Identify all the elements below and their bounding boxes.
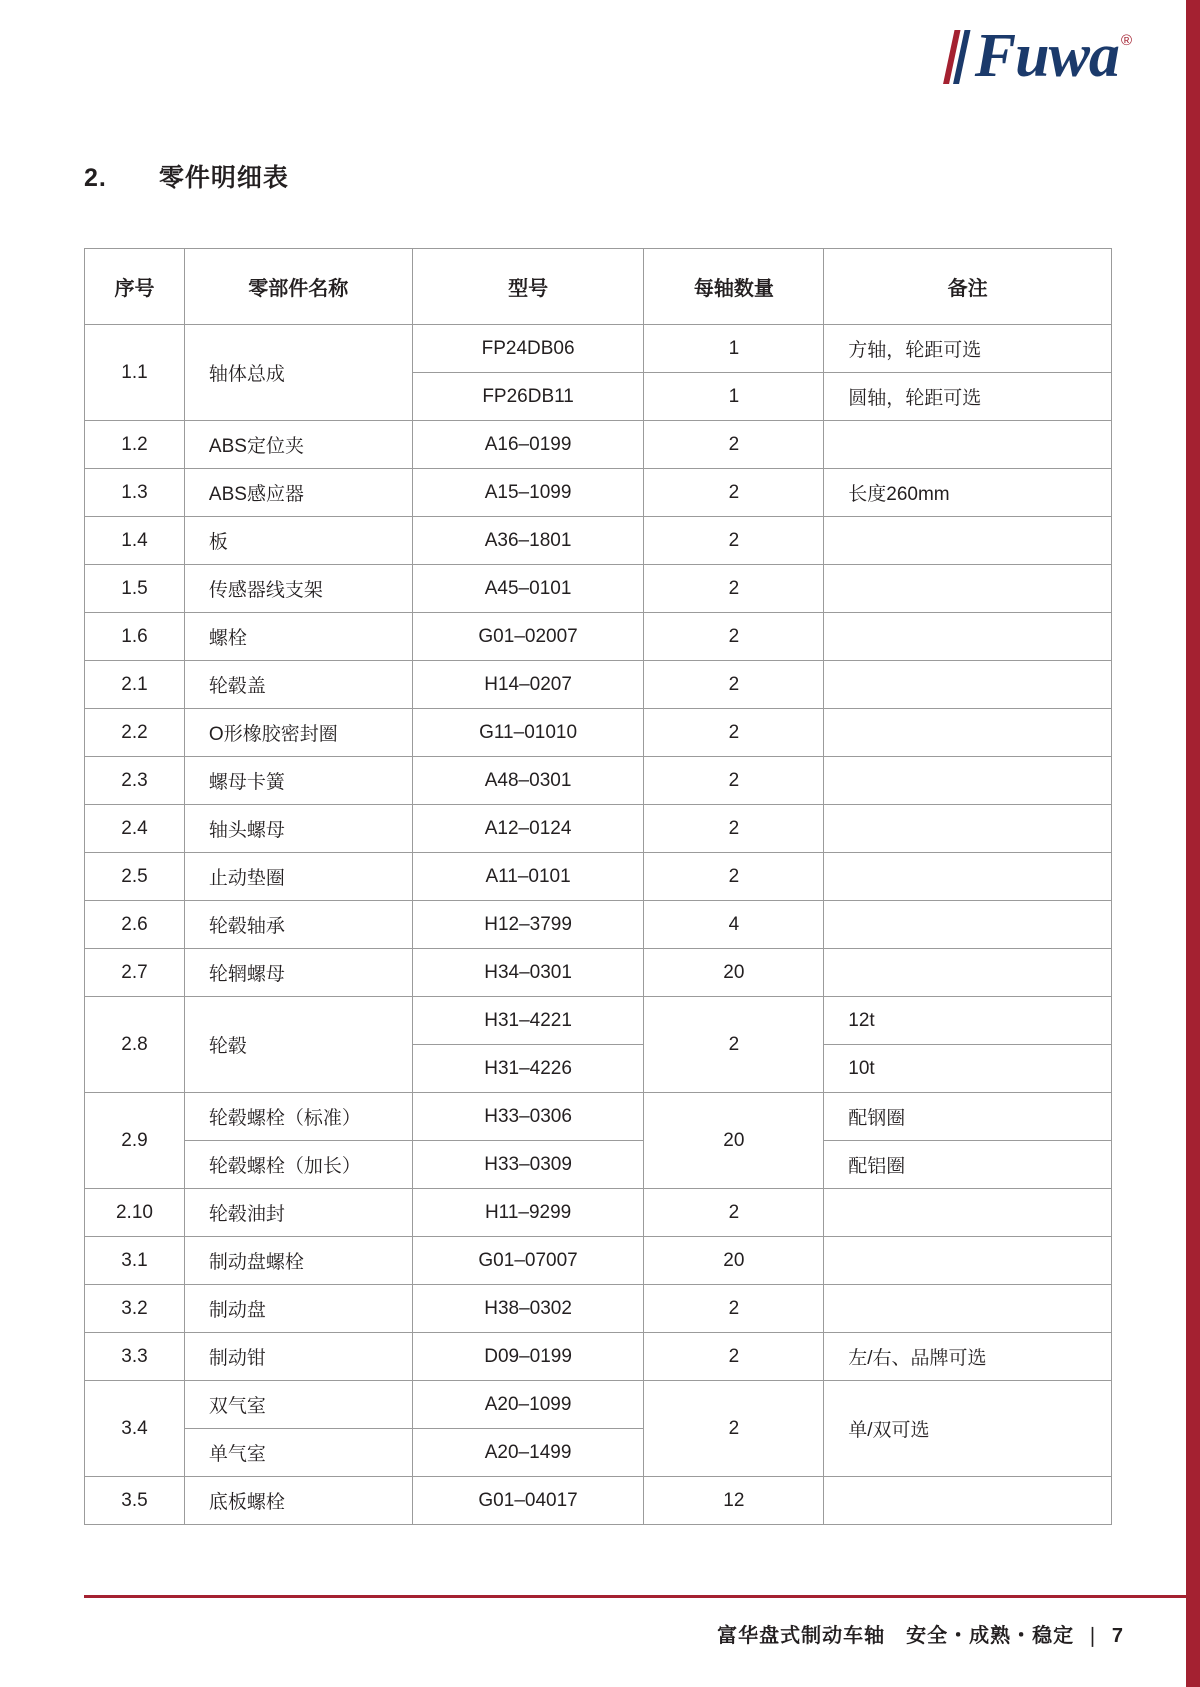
cell-qty: 2 [644,421,824,469]
cell-remark [824,805,1112,853]
cell-qty: 2 [644,853,824,901]
table-row [85,1285,1112,1333]
cell-remark [824,421,1112,469]
cell-qty: 2 [644,517,824,565]
cell-remark [824,709,1112,757]
cell-model: H31–4221 [412,997,644,1045]
column-header-part-name: 零部件名称 [184,249,412,325]
cell-index: 2.6 [85,901,185,949]
table-row [85,949,1112,997]
cell-qty: 2 [644,757,824,805]
cell-index: 2.2 [85,709,185,757]
cell-model: H38–0302 [412,1285,644,1333]
cell-model: G01–07007 [412,1237,644,1285]
cell-model: D09–0199 [412,1333,644,1381]
cell-part-name: 轮毂轴承 [184,901,412,949]
cell-model: A36–1801 [412,517,644,565]
footer-slogan: 富华盘式制动车轴 安全・成熟・稳定 [717,1625,1075,1647]
cell-index: 2.9 [85,1093,185,1189]
cell-part-name: ABS定位夹 [184,421,412,469]
cell-part-name: 轮毂螺栓（标准） [184,1093,412,1141]
footer-content [717,1619,1124,1648]
cell-qty: 2 [644,1333,824,1381]
cell-remark: 10t [824,1045,1112,1093]
cell-model: G01–04017 [412,1477,644,1525]
cell-qty: 2 [644,565,824,613]
page-number: 7 [1111,1625,1124,1647]
footer-separator: ❘ [1084,1625,1102,1647]
section-number: 2. [84,164,107,192]
parts-list-table-wrapper [84,248,1112,1525]
cell-model: H34–0301 [412,949,644,997]
cell-qty: 2 [644,805,824,853]
cell-qty: 2 [644,1189,824,1237]
cell-index: 1.4 [85,517,185,565]
column-header-qty: 每轴数量 [644,249,824,325]
cell-model: A12–0124 [412,805,644,853]
cell-index: 3.3 [85,1333,185,1381]
cell-part-name: 轮辋螺母 [184,949,412,997]
cell-model: H31–4226 [412,1045,644,1093]
cell-remark [824,517,1112,565]
cell-model: H14–0207 [412,661,644,709]
registered-trademark-icon: ® [1120,32,1132,49]
page-right-accent-bar [1186,0,1200,1687]
cell-remark [824,1477,1112,1525]
cell-part-name: 制动盘螺栓 [184,1237,412,1285]
fuwa-logo [949,22,1132,90]
cell-qty: 2 [644,997,824,1093]
cell-index: 2.3 [85,757,185,805]
table-row [85,613,1112,661]
cell-model: A16–0199 [412,421,644,469]
table-header-row [85,249,1112,325]
table-row [85,469,1112,517]
table-row [85,997,1112,1045]
cell-part-name: ABS感应器 [184,469,412,517]
cell-qty: 4 [644,901,824,949]
cell-qty: 20 [644,1237,824,1285]
cell-model: FP26DB11 [412,373,644,421]
cell-qty: 2 [644,469,824,517]
cell-remark: 单/双可选 [824,1381,1112,1477]
page-footer [84,1567,1186,1687]
cell-model: FP24DB06 [412,325,644,373]
table-row [85,853,1112,901]
column-header-remark: 备注 [824,249,1112,325]
cell-part-name: O形橡胶密封圈 [184,709,412,757]
cell-model: H11–9299 [412,1189,644,1237]
cell-part-name: 止动垫圈 [184,853,412,901]
cell-part-name: 轮毂盖 [184,661,412,709]
cell-remark [824,1285,1112,1333]
cell-model: H33–0309 [412,1141,644,1189]
cell-remark [824,1237,1112,1285]
cell-index: 1.6 [85,613,185,661]
cell-index: 2.4 [85,805,185,853]
cell-part-name: 传感器线支架 [184,565,412,613]
cell-remark: 配钢圈 [824,1093,1112,1141]
table-row [85,517,1112,565]
cell-model: G01–02007 [412,613,644,661]
section-title: 零件明细表 [158,164,289,192]
cell-remark [824,853,1112,901]
table-row [85,709,1112,757]
cell-index: 3.2 [85,1285,185,1333]
cell-part-name: 螺母卡簧 [184,757,412,805]
cell-qty: 1 [644,373,824,421]
cell-part-name: 制动钳 [184,1333,412,1381]
cell-index: 2.5 [85,853,185,901]
cell-part-name: 轮毂 [184,997,412,1093]
cell-remark [824,565,1112,613]
cell-qty: 20 [644,1093,824,1189]
cell-index: 1.1 [85,325,185,421]
cell-remark [824,613,1112,661]
cell-model: A20–1099 [412,1381,644,1429]
cell-model: A15–1099 [412,469,644,517]
cell-model: A45–0101 [412,565,644,613]
cell-model: G11–01010 [412,709,644,757]
parts-list-table [84,248,1112,1525]
cell-part-name: 单气室 [184,1429,412,1477]
page-title [84,158,289,194]
cell-remark: 左/右、品牌可选 [824,1333,1112,1381]
cell-qty: 2 [644,709,824,757]
cell-part-name: 轮毂螺栓（加长） [184,1141,412,1189]
table-row [85,757,1112,805]
cell-qty: 2 [644,613,824,661]
cell-remark: 长度260mm [824,469,1112,517]
column-header-index: 序号 [85,249,185,325]
cell-remark: 12t [824,997,1112,1045]
cell-model: A48–0301 [412,757,644,805]
cell-part-name: 双气室 [184,1381,412,1429]
cell-index: 1.3 [85,469,185,517]
cell-qty: 2 [644,1285,824,1333]
cell-part-name: 轴体总成 [184,325,412,421]
cell-qty: 2 [644,1381,824,1477]
table-row [85,1141,1112,1189]
table-row [85,325,1112,373]
cell-part-name: 底板螺栓 [184,1477,412,1525]
table-row [85,421,1112,469]
logo-wordmark: Fuwa [974,22,1119,90]
cell-qty: 1 [644,325,824,373]
cell-remark: 圆轴，轮距可选 [824,373,1112,421]
cell-remark [824,661,1112,709]
cell-remark [824,949,1112,997]
cell-index: 2.1 [85,661,185,709]
cell-index: 2.10 [85,1189,185,1237]
logo-stripes-icon [943,28,975,84]
cell-part-name: 轴头螺母 [184,805,412,853]
cell-qty: 20 [644,949,824,997]
cell-qty: 2 [644,661,824,709]
cell-remark [824,1189,1112,1237]
table-row [85,805,1112,853]
table-row [85,1477,1112,1525]
table-row [85,1237,1112,1285]
table-row [85,1189,1112,1237]
table-row [85,1333,1112,1381]
cell-remark: 方轴，轮距可选 [824,325,1112,373]
cell-part-name: 轮毂油封 [184,1189,412,1237]
cell-remark [824,901,1112,949]
cell-model: H12–3799 [412,901,644,949]
cell-remark [824,757,1112,805]
cell-model: H33–0306 [412,1093,644,1141]
table-row [85,1381,1112,1429]
cell-part-name: 板 [184,517,412,565]
cell-model: A11–0101 [412,853,644,901]
cell-index: 1.5 [85,565,185,613]
table-row [85,901,1112,949]
cell-index: 3.5 [85,1477,185,1525]
footer-divider [84,1595,1186,1598]
table-row [85,565,1112,613]
cell-part-name: 螺栓 [184,613,412,661]
cell-index: 2.8 [85,997,185,1093]
cell-index: 3.4 [85,1381,185,1477]
cell-part-name: 制动盘 [184,1285,412,1333]
cell-index: 2.7 [85,949,185,997]
cell-model: A20–1499 [412,1429,644,1477]
page-left-margin [0,0,8,1687]
cell-index: 1.2 [85,421,185,469]
column-header-model: 型号 [412,249,644,325]
cell-index: 3.1 [85,1237,185,1285]
cell-remark: 配铝圈 [824,1141,1112,1189]
table-row [85,661,1112,709]
table-row [85,1093,1112,1141]
cell-qty: 12 [644,1477,824,1525]
